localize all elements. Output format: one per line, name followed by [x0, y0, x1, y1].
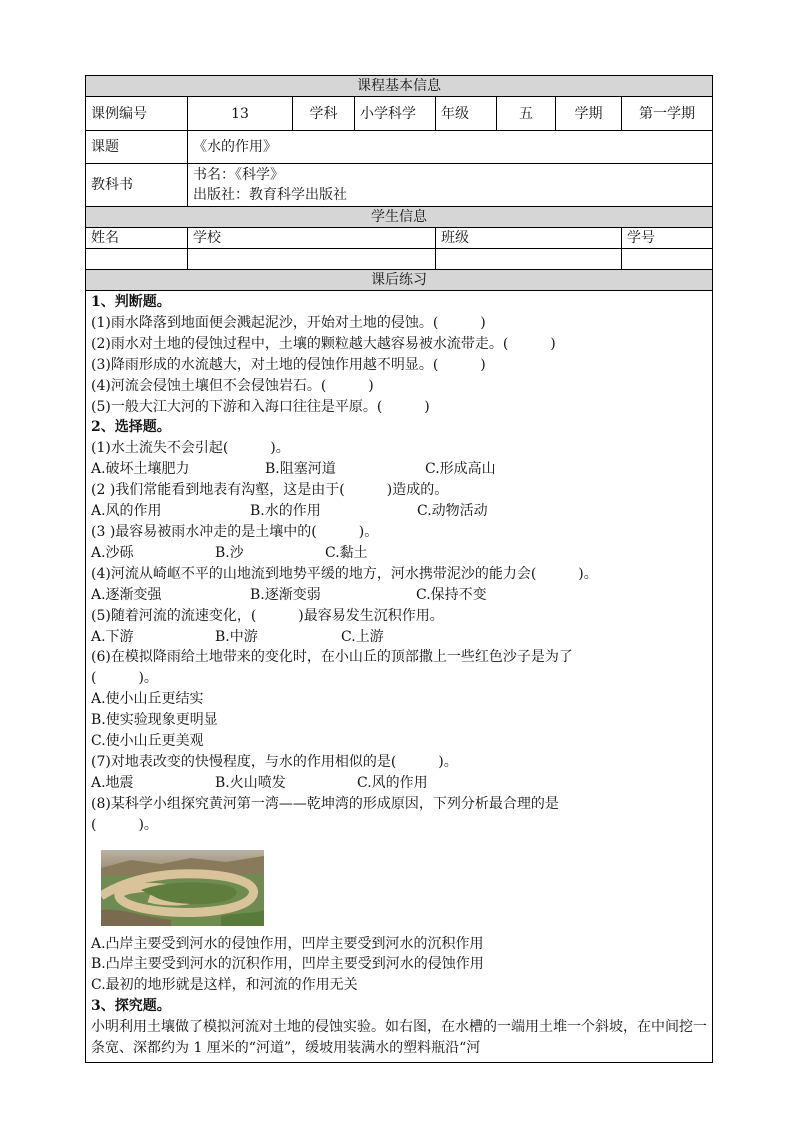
name-field[interactable] [86, 249, 188, 270]
judge-item-2: (2)雨水对土地的侵蚀过程中，土壤的颗粒越大越容易被水流带走。( ) [91, 335, 556, 352]
question-6-option-b: B.使实验现象更明显 [91, 712, 218, 729]
course-id-value: 13 [188, 97, 293, 131]
topic-label: 课题 [86, 131, 188, 164]
school-field[interactable] [188, 249, 436, 270]
question-7-options [91, 773, 708, 794]
book-name: 书名：《科学》 [193, 167, 284, 183]
publisher: 出版社：教育科学出版社 [193, 187, 347, 203]
course-id-label: 课例编号 [86, 97, 188, 131]
explore-title: 3、探究题。 [91, 998, 171, 1015]
class-label: 班级 [436, 228, 622, 249]
explore-text: 小明利用土壤做了模拟河流对土地的侵蚀实验。如右图，在水槽的一端用土堆一个斜坡，在中间挖一条宽、深都约为 1 厘米的“河道”，缓坡用装满水的塑料瓶沿“河 [91, 1019, 707, 1057]
textbook-info [188, 164, 713, 207]
judge-item-5: (5)一般大江大河的下游和入海口往往是平原。( ) [91, 398, 430, 415]
question-6-option-a: A.使小山丘更结实 [91, 691, 204, 708]
question-2-options [91, 501, 708, 522]
option-b: B.逐渐变弱 [250, 586, 321, 603]
student-info-header: 学生信息 [86, 207, 713, 228]
option-b: B.水的作用 [250, 503, 321, 520]
course-sheet [85, 75, 713, 1063]
option-a: A.逐渐变强 [91, 586, 162, 603]
option-b: B.沙 [215, 544, 244, 561]
term-value: 第一学期 [622, 97, 713, 131]
number-field[interactable] [622, 249, 713, 270]
choice-title: 2、选择题。 [91, 419, 171, 436]
exercise-header: 课后练习 [86, 270, 713, 291]
term-label: 学期 [556, 97, 622, 131]
question-5: (5)随着河流的流速变化，( )最容易发生沉积作用。 [91, 607, 444, 624]
number-label: 学号 [622, 228, 713, 249]
question-3-options [91, 543, 708, 564]
question-2: (2 )我们常能看到地表有沟壑，这是由于( )造成的。 [91, 482, 449, 499]
option-b: B.中游 [215, 628, 258, 645]
river-bend-photo [101, 850, 264, 926]
name-label: 姓名 [86, 228, 188, 249]
school-label: 学校 [188, 228, 436, 249]
exercise-body [86, 291, 713, 1063]
question-6-option-c: C.使小山丘更美观 [91, 733, 204, 750]
question-1-options [91, 459, 708, 480]
option-c: C.风的作用 [357, 774, 428, 791]
question-8-option-a: A.凸岸主要受到河水的侵蚀作用，凹岸主要受到河水的沉积作用 [91, 935, 484, 952]
option-c: C.形成高山 [425, 461, 496, 478]
question-1: (1)水土流失不会引起( )。 [91, 440, 290, 457]
option-c: C.动物活动 [417, 503, 488, 520]
option-a: A.破坏土壤肥力 [91, 461, 190, 478]
grade-value: 五 [497, 97, 556, 131]
option-a: A.沙砾 [91, 544, 134, 561]
question-4: (4)河流从崎岖不平的山地流到地势平缓的地方，河水携带泥沙的能力会( )。 [91, 565, 598, 582]
question-4-options [91, 585, 708, 606]
judge-item-3: (3)降雨形成的水流越大，对土地的侵蚀作用越不明显。( ) [91, 356, 486, 373]
option-a: A.风的作用 [91, 503, 162, 520]
question-6: (6)在模拟降雨给土地带来的变化时，在小山丘的顶部撒上一些红色沙子是为了 [91, 649, 573, 666]
question-3: (3 )最容易被雨水冲走的是土壤中的( )。 [91, 523, 379, 540]
class-field[interactable] [436, 249, 622, 270]
option-b: B.阻塞河道 [265, 461, 336, 478]
question-6-blank: ( )。 [91, 670, 158, 687]
option-c: C.黏土 [325, 544, 368, 561]
course-info-header: 课程基本信息 [86, 76, 713, 97]
question-8-blank: ( )。 [91, 816, 158, 833]
option-a: A.地震 [91, 774, 134, 791]
judge-title: 1、判断题。 [91, 294, 171, 310]
question-7: (7)对地表改变的快慢程度，与水的作用相似的是( )。 [91, 753, 458, 770]
judge-item-1: (1)雨水降落到地面便会溅起泥沙，开始对土地的侵蚀。( ) [91, 314, 486, 331]
question-8-option-c: C.最初的地形就是这样，和河流的作用无关 [91, 977, 358, 994]
option-c: C.保持不变 [416, 586, 487, 603]
topic-value: 《水的作用》 [188, 131, 713, 164]
option-c: C.上游 [341, 628, 384, 645]
grade-label: 年级 [436, 97, 497, 131]
textbook-label: 教科书 [86, 164, 188, 207]
option-a: A.下游 [91, 628, 134, 645]
question-5-options [91, 627, 708, 648]
option-b: B.火山喷发 [215, 774, 286, 791]
subject-label: 学科 [293, 97, 355, 131]
judge-item-4: (4)河流会侵蚀土壤但不会侵蚀岩石。( ) [91, 377, 374, 394]
question-8-option-b: B.凸岸主要受到河水的沉积作用，凹岸主要受到河水的侵蚀作用 [91, 956, 484, 973]
question-8: (8)某科学小组探究黄河第一湾——乾坤湾的形成原因，下列分析最合理的是 [91, 795, 559, 812]
subject-value: 小学科学 [355, 97, 436, 131]
